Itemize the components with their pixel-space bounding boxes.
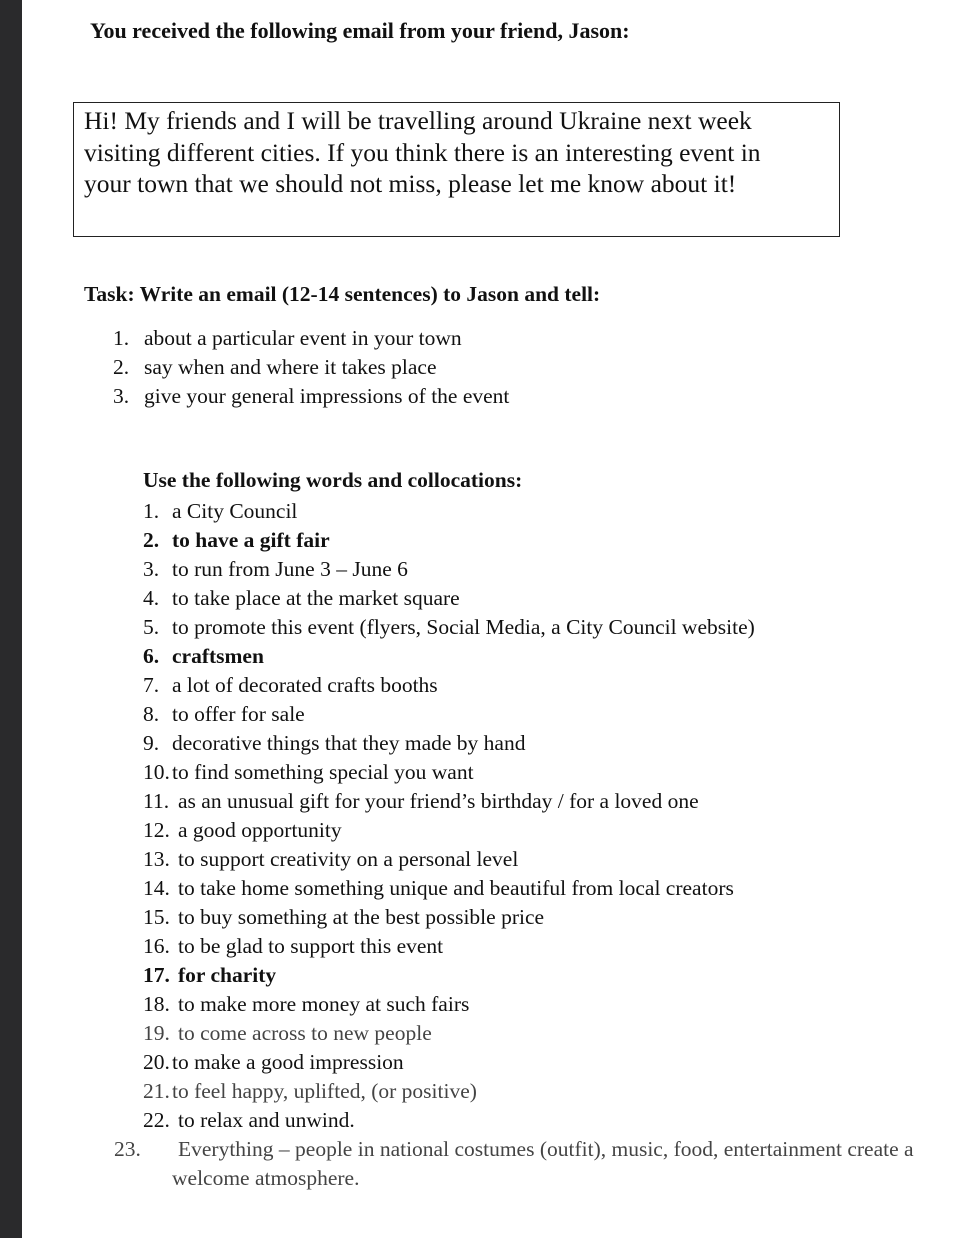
- words-list: [114, 497, 923, 1193]
- words-title: Use the following words and collocations:: [143, 468, 523, 492]
- word-item: [143, 526, 923, 555]
- word-item: [143, 671, 923, 700]
- email-box: [73, 102, 840, 237]
- email-line: Hi! My friends and I will be travelling around Ukraine next week: [84, 106, 752, 135]
- word-item: [143, 729, 923, 758]
- word-item-number: 7.: [143, 673, 160, 697]
- word-item-number: 19.: [143, 1021, 170, 1045]
- task-item-text: give your general impressions of the event: [144, 384, 510, 408]
- word-item-text: to have a gift fair: [172, 528, 330, 552]
- word-item: [143, 845, 923, 874]
- word-item-text: to make a good impression: [172, 1050, 404, 1074]
- word-item-number: 11.: [143, 789, 170, 813]
- word-item: [143, 1048, 923, 1077]
- task-item-number: 2.: [113, 355, 130, 379]
- task-item-number: 3.: [113, 384, 130, 408]
- word-item: [143, 961, 923, 990]
- word-item: [143, 700, 923, 729]
- word-item-text: to take place at the market square: [172, 586, 460, 610]
- word-item-text: to be glad to support this event: [178, 934, 444, 958]
- word-item-text: to relax and unwind.: [178, 1108, 355, 1132]
- word-item-number: 4.: [143, 586, 160, 610]
- word-item: [143, 787, 923, 816]
- word-item-text: decorative things that they made by hand: [172, 731, 526, 755]
- task-title: Task: Write an email (12-14 sentences) to Jason and tell:: [84, 282, 601, 306]
- word-item-text: a City Council: [172, 499, 298, 523]
- email-line: your town that we should not miss, please let me know about it!: [84, 169, 737, 198]
- word-item-number: 16.: [143, 934, 170, 958]
- word-item-text: as an unusual gift for your friend’s birthday / for a loved one: [178, 789, 699, 813]
- word-item: [143, 932, 923, 961]
- word-item-text: to buy something at the best possible price: [178, 905, 545, 929]
- word-item-number: 14.: [143, 876, 170, 900]
- word-item-number: 22.: [143, 1108, 170, 1132]
- word-item-text: Everything – people in national costumes (outfit), music, food, entertainment create a welcome atmosphere.: [172, 1137, 914, 1190]
- word-item-text: to offer for sale: [172, 702, 305, 726]
- task-item-text: about a particular event in your town: [144, 326, 462, 350]
- word-item-number: 12.: [143, 818, 170, 842]
- word-item: [143, 874, 923, 903]
- task-item: [113, 382, 509, 411]
- word-item-number: 23.: [114, 1137, 141, 1161]
- word-item: [143, 642, 923, 671]
- word-item-number: 13.: [143, 847, 170, 871]
- email-line: visiting different cities. If you think there is an interesting event in: [84, 137, 761, 167]
- word-item: [143, 613, 923, 642]
- task-item: [113, 353, 509, 382]
- word-item: [143, 1106, 923, 1135]
- word-item-text: a good opportunity: [178, 818, 342, 842]
- word-item-number: 15.: [143, 905, 170, 929]
- word-item-number: 6.: [143, 644, 160, 668]
- word-item-number: 9.: [143, 731, 160, 755]
- word-item-text: craftsmen: [172, 644, 264, 668]
- left-border-bar: [0, 0, 22, 1238]
- word-item: [143, 584, 923, 613]
- intro-heading: You received the following email from your friend, Jason:: [90, 18, 630, 43]
- word-item-number: 17.: [143, 963, 170, 987]
- word-item: [143, 1077, 923, 1106]
- word-item-text: to find something special you want: [172, 760, 474, 784]
- task-item: [113, 324, 509, 353]
- word-item-text: to make more money at such fairs: [178, 992, 470, 1016]
- task-item-text: say when and where it takes place: [144, 355, 437, 379]
- task-item-number: 1.: [113, 326, 130, 350]
- word-item-text: to come across to new people: [178, 1021, 432, 1045]
- word-item-number: 3.: [143, 557, 160, 581]
- word-item: [143, 903, 923, 932]
- word-item: [143, 497, 923, 526]
- word-item: [143, 555, 923, 584]
- word-item-number: 8.: [143, 702, 160, 726]
- word-item-number: 18.: [143, 992, 170, 1016]
- word-item-number: 2.: [143, 528, 160, 552]
- word-item-text: to support creativity on a personal level: [178, 847, 519, 871]
- word-item: [143, 758, 923, 787]
- word-item-number: 1.: [143, 499, 160, 523]
- word-item-number: 21.: [143, 1079, 170, 1103]
- word-item-text: to promote this event (flyers, Social Media, a City Council website): [172, 615, 755, 639]
- word-item-text: to feel happy, uplifted, (or positive): [172, 1079, 477, 1103]
- word-item-number: 20.: [143, 1050, 170, 1074]
- word-item-text: a lot of decorated crafts booths: [172, 673, 438, 697]
- word-item-number: 5.: [143, 615, 160, 639]
- task-list: [113, 324, 509, 411]
- word-item: [143, 816, 923, 845]
- word-item-text: to run from June 3 – June 6: [172, 557, 408, 581]
- word-item-text: for charity: [178, 963, 277, 987]
- word-item: [114, 1135, 932, 1193]
- word-item: [143, 990, 923, 1019]
- word-item-number: 10.: [143, 760, 170, 784]
- word-item: [143, 1019, 923, 1048]
- word-item-text: to take home something unique and beautiful from local creators: [178, 876, 734, 900]
